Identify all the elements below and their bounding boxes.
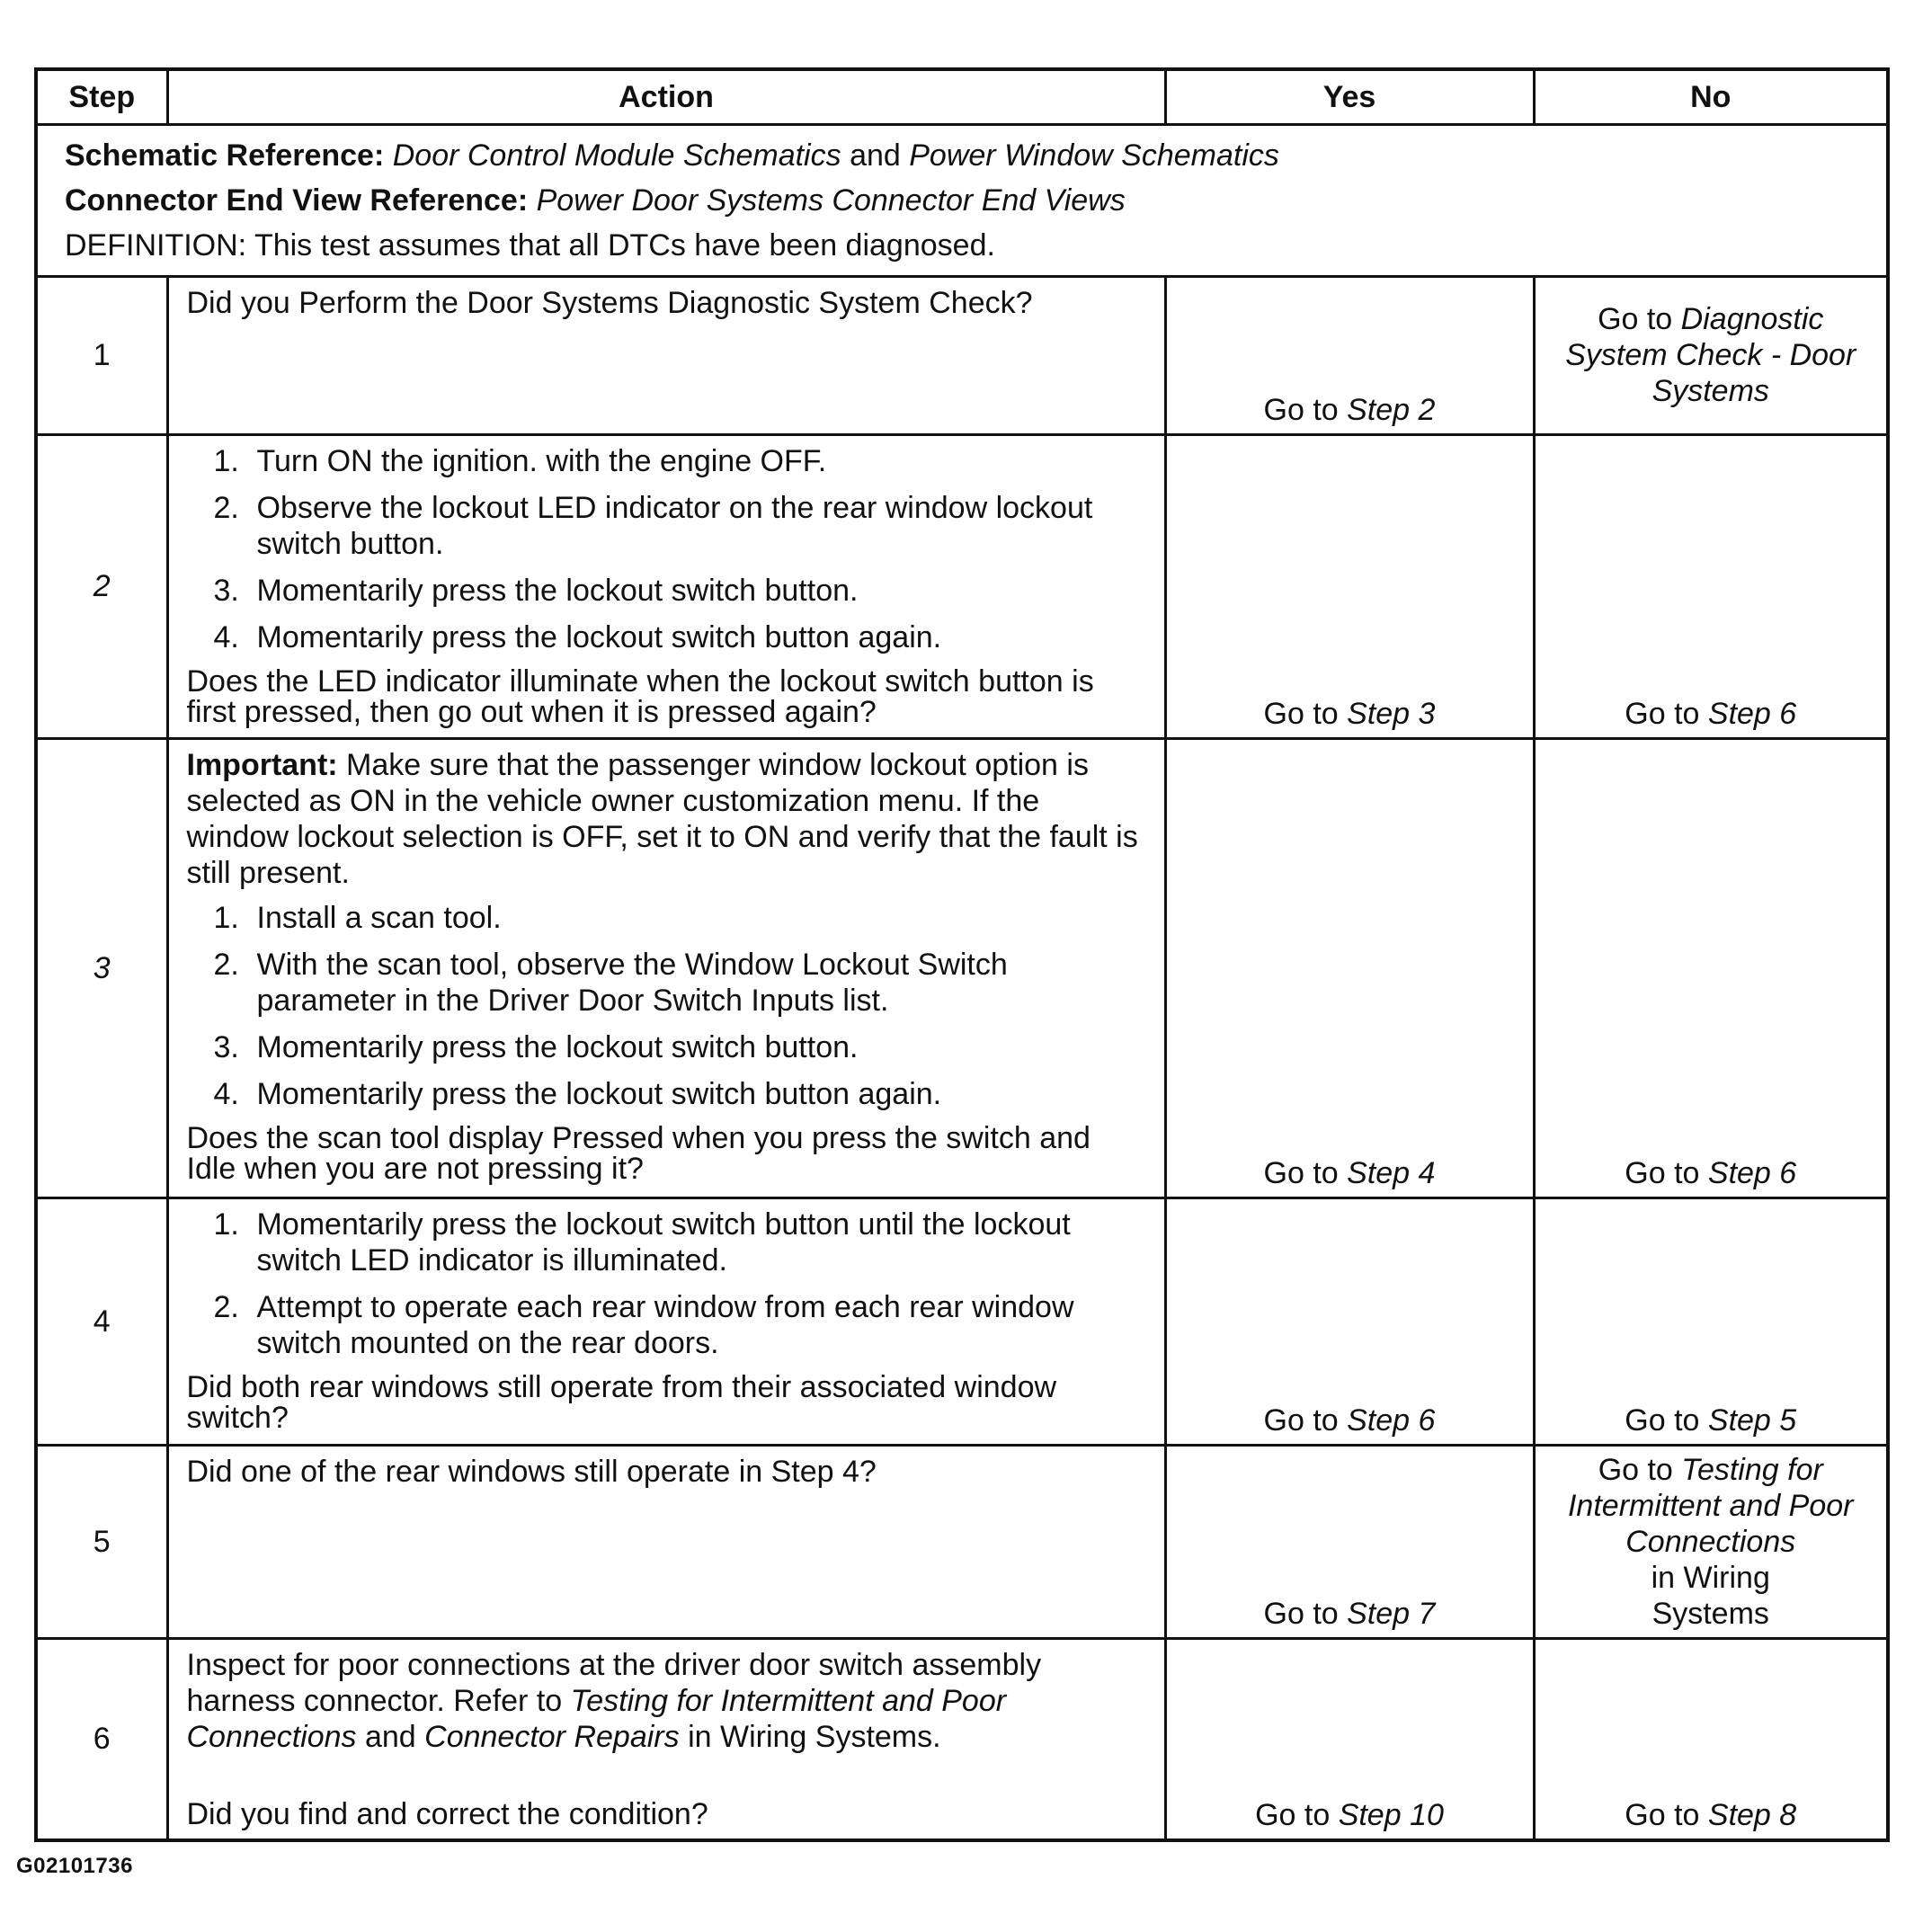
yes-step-link[interactable]: Step 10 (1338, 1798, 1444, 1832)
list-item: 2. With the scan tool, observe the Window Lockout Switch parameter in the Driver Door Switch Inputs list. (213, 947, 1008, 1018)
no-cell[interactable]: Go to Testing for Intermittent and Poor Connections in Wiring Systems (1534, 1445, 1888, 1638)
no-cell[interactable]: Go to Step 8 (1534, 1638, 1888, 1840)
yes-step-link[interactable]: Step 7 (1347, 1596, 1436, 1631)
no-step-link[interactable]: Step 5 (1707, 1402, 1797, 1438)
yes-step-link[interactable]: Step 2 (1347, 392, 1436, 427)
action-steps (187, 900, 1146, 1112)
action-question: Does the scan tool display Pressed when you press the switch and Idle when you are not pressing it? (186, 1120, 1091, 1186)
list-item: 3. Momentarily press the lockout switch button. (213, 1029, 859, 1064)
table-row (36, 1638, 1888, 1840)
definition-text: DEFINITION: This test assumes that all DTCs have been diagnosed. (65, 227, 995, 263)
no-step-link[interactable]: Step 6 (1707, 1155, 1797, 1190)
action-question: Did you Perform the Door Systems Diagnostic System Check? (186, 285, 1033, 320)
table-row (36, 1197, 1888, 1445)
reference-row (36, 124, 1888, 276)
schematic-link-2[interactable]: Power Window Schematics (909, 138, 1279, 173)
list-item: 1. Install a scan tool. (213, 900, 502, 935)
connector-link[interactable]: Power Door Systems Connector End Views (536, 183, 1126, 218)
schematic-link-1[interactable]: Door Control Module Schematics (392, 138, 841, 173)
no-step-link[interactable]: Diagnostic (1680, 302, 1824, 336)
list-item: 2. Observe the lockout LED indicator on the rear window lockout switch button. (213, 490, 1093, 561)
yes-step-link[interactable]: Step 3 (1347, 696, 1436, 731)
no-cell[interactable]: Go to Step 5 (1534, 1197, 1888, 1445)
yes-cell[interactable]: Go to Step 3 (1165, 434, 1534, 738)
list-item: 2. Attempt to operate each rear window from each rear window switch mounted on the rear doors. (213, 1289, 1074, 1360)
no-step-link[interactable]: Step 6 (1707, 696, 1797, 731)
action-cell (167, 1445, 1165, 1638)
yes-cell[interactable]: Go to Step 7 (1165, 1445, 1534, 1638)
header-yes: Yes (1165, 69, 1534, 124)
no-step-link[interactable]: Step 8 (1707, 1798, 1797, 1832)
step-number: 6 (36, 1638, 167, 1840)
step-number: 4 (36, 1197, 167, 1445)
action-cell (167, 434, 1165, 738)
table-row (36, 1445, 1888, 1638)
table-row (36, 434, 1888, 738)
action-cell (167, 1197, 1165, 1445)
action-question: Did one of the rear windows still operate in Step 4? (186, 1454, 877, 1489)
connector-repairs-link[interactable]: Connector Repairs (424, 1719, 680, 1754)
list-item: 3. Momentarily press the lockout switch button. (213, 573, 859, 608)
step-number: 3 (36, 738, 167, 1197)
diagnostic-table (34, 67, 1890, 1842)
list-item: 1. Momentarily press the lockout switch button until the lockout switch LED indicator is illuminated. (213, 1206, 1071, 1278)
action-cell (167, 276, 1165, 434)
inspect-instruction: Inspect for poor connections at the driver door switch assembly harness connector. Refer to Testing for Intermittent and Poor Connections and Connector Repairs in Wiring Systems. (186, 1647, 1042, 1754)
yes-step-link[interactable]: Step 6 (1347, 1402, 1436, 1438)
step-number: 1 (36, 276, 167, 434)
no-cell[interactable]: Go to Step 6 (1534, 434, 1888, 738)
list-item: 1. Turn ON the ignition. with the engine OFF. (213, 443, 827, 478)
action-cell (167, 1638, 1165, 1840)
no-cell[interactable]: Go to Diagnostic System Check - Door Systems (1534, 276, 1888, 434)
table-row (36, 276, 1888, 434)
header-action: Action (167, 69, 1165, 124)
no-step-link[interactable]: Testing for (1681, 1452, 1823, 1487)
yes-cell[interactable]: Go to Step 6 (1165, 1197, 1534, 1445)
table-row (36, 738, 1888, 1197)
action-question: Did you find and correct the condition? (186, 1796, 708, 1831)
action-cell (167, 738, 1165, 1197)
no-cell[interactable]: Go to Step 6 (1534, 738, 1888, 1197)
action-steps (187, 1206, 1146, 1361)
action-question: Did both rear windows still operate from their associated window switch? (186, 1369, 1057, 1435)
header-no: No (1534, 69, 1888, 124)
yes-cell[interactable]: Go to Step 4 (1165, 738, 1534, 1197)
testing-link[interactable]: Testing for Intermittent and Poor Connections (186, 1683, 1007, 1754)
important-note: Important: Make sure that the passenger window lockout option is selected as ON in the vehicle owner customization menu. If the window lockout selection is OFF, set it to ON and verify that the fault is still present. (186, 747, 1138, 890)
yes-cell[interactable]: Go to Step 10 (1165, 1638, 1534, 1840)
action-steps (187, 443, 1146, 655)
step-number: 5 (36, 1445, 167, 1638)
header-step: Step (36, 69, 167, 124)
yes-step-link[interactable]: Step 4 (1347, 1155, 1436, 1190)
action-question: Does the LED indicator illuminate when the lockout switch button is first pressed, then go out when it is pressed again? (186, 663, 1094, 729)
yes-cell[interactable]: Go to Step 2 (1165, 276, 1534, 434)
list-item: 4. Momentarily press the lockout switch button again. (213, 619, 942, 654)
schematic-reference: Schematic Reference: Door Control Module Schematics and Power Window Schematics (65, 138, 1279, 173)
figure-id-label: G02101736 (16, 1854, 133, 1878)
reference-cell (36, 124, 1888, 276)
connector-reference: Connector End View Reference: Power Door Systems Connector End Views (65, 183, 1126, 218)
list-item: 4. Momentarily press the lockout switch button again. (213, 1076, 942, 1111)
step-number: 2 (36, 434, 167, 738)
table-header-row (36, 69, 1888, 124)
